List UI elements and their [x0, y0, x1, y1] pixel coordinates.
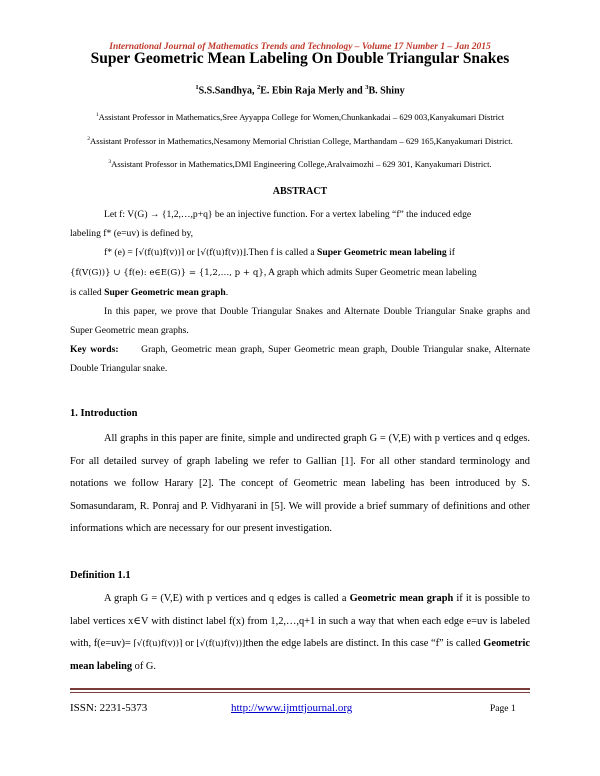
author-1-sup: 1 — [195, 84, 199, 91]
affiliation-3-sup: 3 — [108, 159, 112, 165]
abstract-if: if — [446, 247, 455, 258]
abstract-term-sgml: Super Geometric mean labeling — [317, 247, 447, 258]
author-3-sup: 3 — [365, 84, 369, 91]
abstract-line-2: labeling f* (e=uv) is defined by, — [70, 228, 194, 239]
abstract-heading: ABSTRACT — [272, 186, 328, 197]
label-set-formula: {f(V(G))} ∪ {f(e): e∈E(G)} = {1,2,…, p + q} — [70, 268, 264, 278]
definition-text-2: if it is possible to label vertices x∈V with distinct label f(x) from 1,2,…,q+1 in such a way that when each edge e=uv is labeled with, f(e=uv)= — [70, 593, 530, 649]
section-introduction-heading: 1. Introduction — [70, 408, 138, 419]
introduction-text: All graphs in this paper are finite, simple and undirected graph G = (V,E) with p vertices and q edges. For all detailed survey of graph labeling we refer to Gallian [1]. For all other standard terminology and notations we follow Harary [2]. The concept of Geometric mean labeling has been introduced by S. Somasundaram, R. Ponraj and P. Vidhyarani in [5]. We will provide a brief summary of definitions and other informations which are necessary for our present investigation. — [70, 433, 530, 534]
footer-rule — [70, 688, 530, 690]
abstract-term-sgmg: Super Geometric mean graph — [104, 287, 226, 298]
author-3: B. Shiny — [368, 85, 405, 97]
definition-heading: Definition 1.1 — [70, 570, 131, 581]
abstract-fstar: f* (e) = — [104, 247, 136, 258]
affiliation-3-text: Assistant Professor in Mathematics,DMI Engineering College,Aralvaimozhi – 629 301, Kanyakumari District. — [111, 158, 492, 169]
definition-ceil-formula: ⌈√(f(u)f(v))⌉ — [133, 639, 183, 649]
author-2: E. Ebin Raja Merly and — [260, 85, 366, 97]
floor-sqrt-formula: ⌊√(f(u)f(v))⌋ — [197, 248, 247, 258]
abstract-or: or — [184, 247, 198, 258]
keywords-label: Key words: — [70, 344, 119, 355]
authors — [0, 84, 600, 96]
journal-link[interactable]: http://www.ijmttjournal.org — [231, 702, 353, 714]
abstract-body — [70, 205, 530, 378]
abstract-then: .Then f is called a — [246, 247, 318, 258]
keywords — [70, 340, 530, 378]
abstract-line-5 — [70, 283, 530, 302]
footer-rule-thin — [70, 692, 530, 693]
affiliation-1-sup: 1 — [95, 112, 99, 118]
abstract-line-3 — [70, 243, 530, 263]
definition-or: or — [182, 638, 197, 649]
keywords-text: Graph, Geometric mean graph, Super Geometric mean graph, Double Triangular snake, Alternate Double Triangular snake. — [70, 344, 530, 374]
page-number: Page 1 — [490, 704, 516, 714]
abstract-line-1: Let f: V(G) → {1,2,…,p+q} be an injective function. For a vertex labeling “f” the induced edge — [104, 209, 472, 220]
author-2-sup: 2 — [256, 84, 261, 91]
definition-text — [70, 588, 530, 678]
footer-issn: ISSN: 2231-5373 — [70, 702, 148, 714]
definition-floor-formula: ⌊√(f(u)f(v))⌋ — [196, 639, 246, 649]
abstract-called: is called — [70, 287, 105, 298]
abstract-graph-admits: , A graph which admits Super Geometric mean labeling — [263, 267, 477, 278]
paper-title: Super Geometric Mean Labeling On Double Triangular Snakes — [90, 50, 510, 67]
definition-text-3: then the edge labels are distinct. In this case “f” is called — [245, 638, 484, 649]
affiliation-1-text: Assistant Professor in Mathematics,Sree Ayyappa College for Women,Chunkankadai – 629 003,Kanyakumari District — [98, 111, 505, 122]
abstract-paragraph-2: In this paper, we prove that Double Triangular Snakes and Alternate Double Triangular Snake graphs and Super Geometric mean graphs. — [70, 306, 530, 336]
definition-text-1: A graph G = (V,E) with p vertices and q edges is called a — [104, 593, 350, 604]
ceil-sqrt-formula: ⌈√(f(u)f(v))⌉ — [135, 248, 185, 258]
affiliation-3 — [70, 157, 530, 170]
definition-term-gml: Geometric mean labeling — [70, 638, 531, 672]
journal-header: International Journal of Mathematics Trends and Technology – Volume 17 Number 1 – Jan 2015 — [109, 42, 491, 52]
abstract-period: . — [225, 287, 229, 298]
affiliation-2-text: Assistant Professor in Mathematics,Nesamony Memorial Christian College, Marthandam – 629 165,Kanyakumari District. — [90, 135, 513, 146]
abstract-line-4 — [70, 263, 530, 283]
definition-text-4: of G. — [132, 660, 157, 672]
affiliation-2-sup: 2 — [87, 136, 91, 142]
affiliation-2 — [70, 134, 530, 147]
affiliation-1 — [70, 110, 530, 123]
author-1: S.S.Sandhya, — [198, 85, 257, 97]
definition-term-gmg: Geometric mean graph — [349, 593, 454, 604]
